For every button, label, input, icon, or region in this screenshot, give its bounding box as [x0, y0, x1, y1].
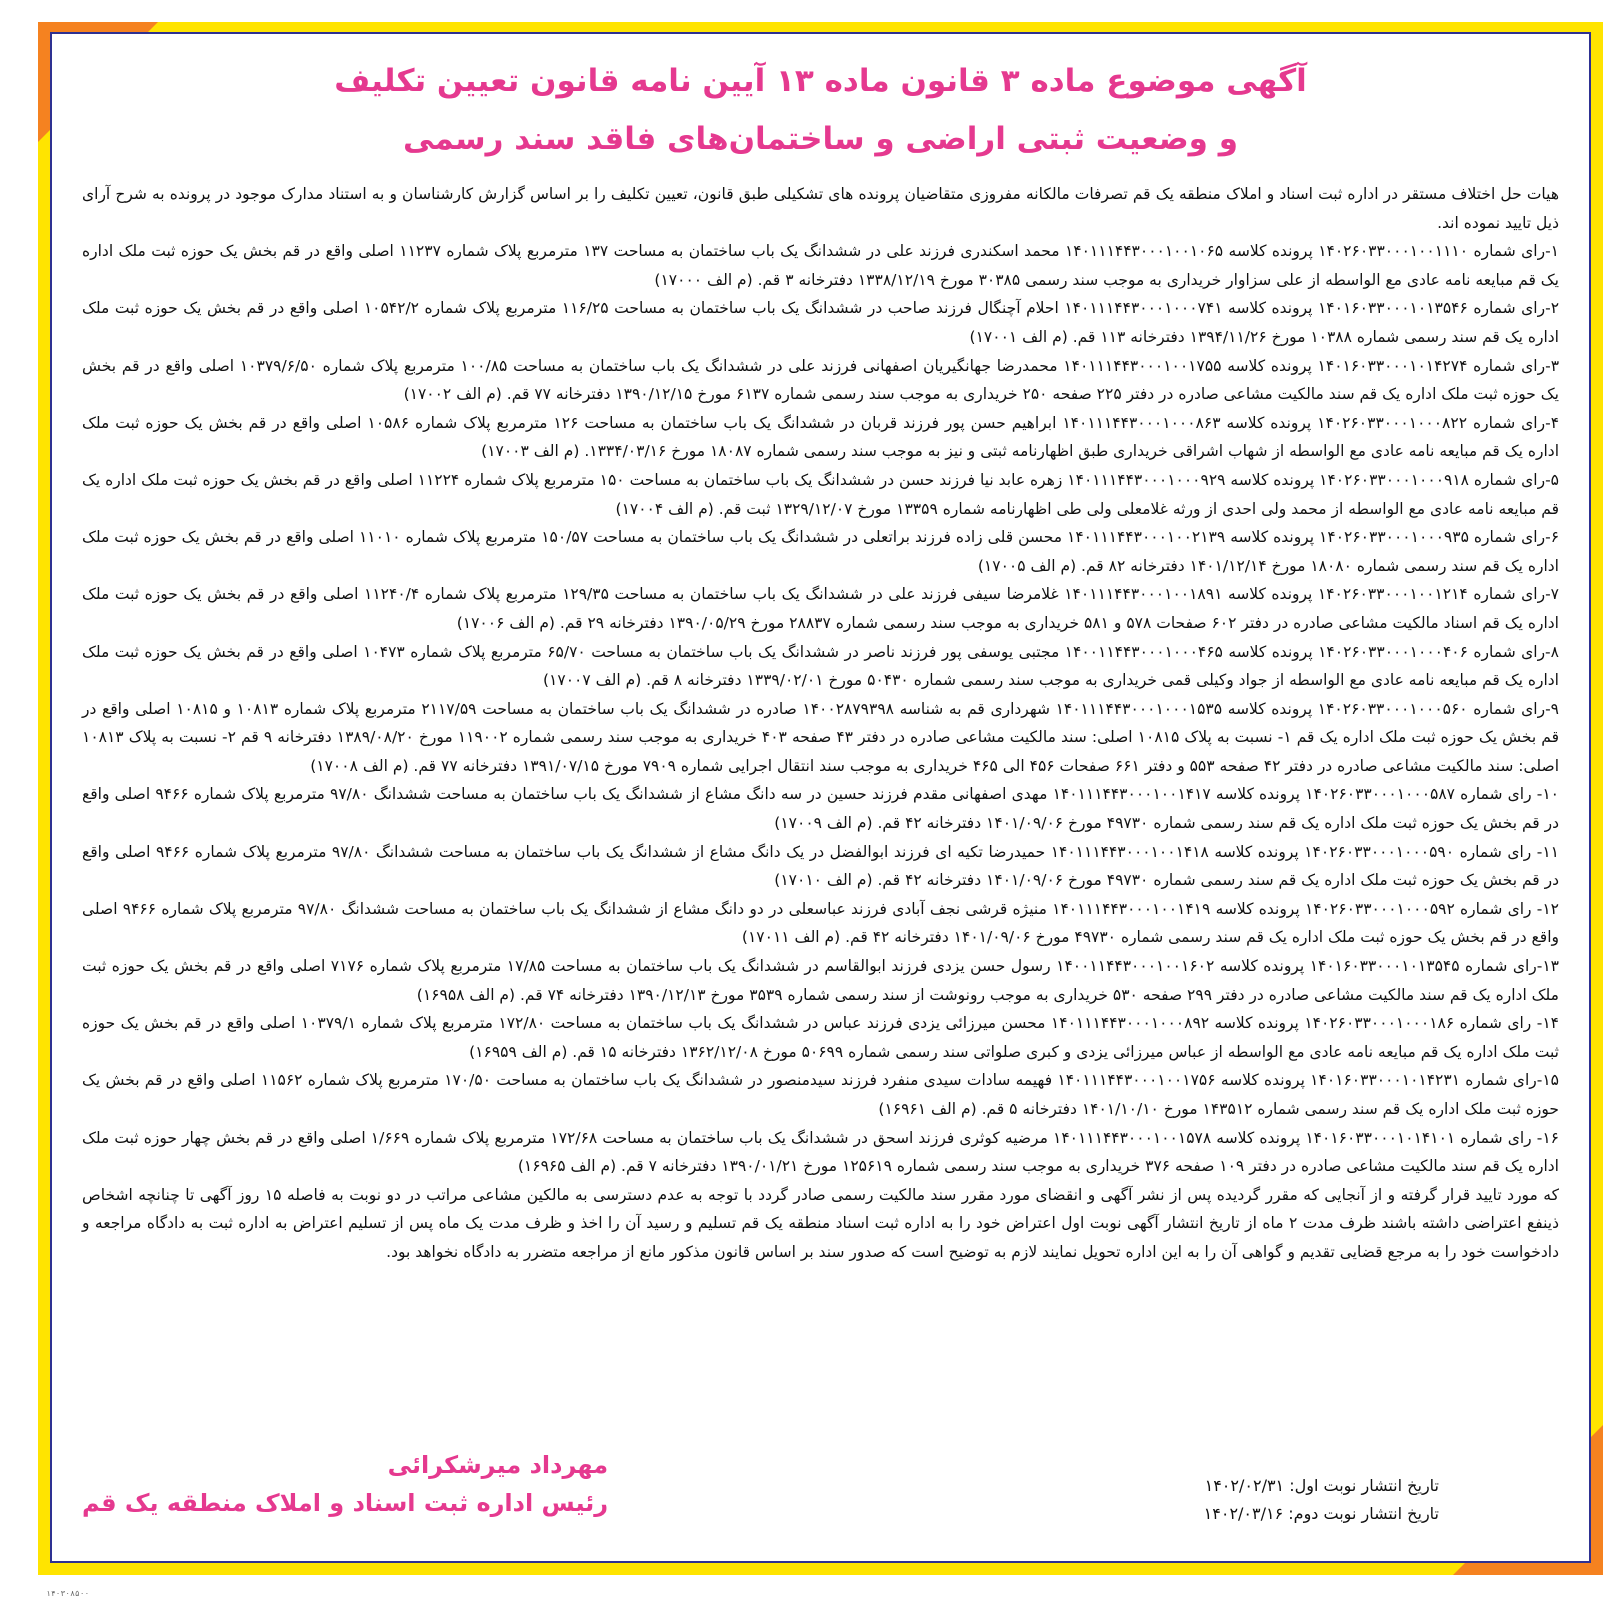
ad-code: ۱۴۰۳۰۸۵۰۰	[46, 1589, 90, 1598]
ruling-item: ۱۵-رای شماره ۱۴۰۱۶۰۳۳۰۰۰۱۰۱۴۲۳۱ پرونده کلاسه ۱۴۰۱۱۱۴۴۳۰۰۰۱۰۰۱۷۵۶ فهیمه سادات سیدی منفرد فرزند سیدمنصور در ششدانگ یک باب ساختمان به مساحت ۱۷۰/۵۰ مترمربع پلاک شماره ۱۱۵۶۲ اصلی واقع در قم بخش یک حوزه ثبت ملک اداره یک قم سند رسمی شماره ۱۴۳۵۱۲ مورخ ۱۴۰۱/۱۰/۱۰ دفترخانه ۵ قم. (م الف ۱۶۹۶۱)	[82, 1071, 1559, 1118]
ruling-item: ۱۱- رای شماره ۱۴۰۲۶۰۳۳۰۰۰۱۰۰۰۵۹۰ پرونده کلاسه ۱۴۰۱۱۱۴۴۳۰۰۰۱۰۰۱۴۱۸ حمیدرضا تکیه ای فرزند ابوالفضل در یک دانگ مشاع از ششدانگ یک باب ساختمان به مساحت ششدانگ ۹۷/۸۰ مترمربع پلاک شماره ۹۴۶۶ اصلی واقع در قم بخش یک حوزه ثبت ملک اداره یک قم سند رسمی شماره ۴۹۷۳۰ مورخ ۱۴۰۱/۰۹/۰۶ دفترخانه ۴۲ قم. (م الف ۱۷۰۱۰)	[82, 842, 1559, 890]
ruling-item: ۶-رای شماره ۱۴۰۲۶۰۳۳۰۰۰۱۰۰۰۹۳۵ پرونده کلاسه ۱۴۰۱۱۱۴۴۳۰۰۰۱۰۰۲۱۳۹ محسن قلی زاده فرزند براتعلی در ششدانگ یک باب ساختمان به مساحت ۱۵۰/۵۷ مترمربع پلاک شماره ۱۱۰۱۰ اصلی واقع در قم بخش یک حوزه ثبت ملک اداره یک قم سند رسمی شماره ۱۸۰۸۰ مورخ ۱۴۰۱/۱۲/۱۴ دفترخانه ۸۲ قم. (م الف ۱۷۰۰۵)	[82, 528, 1560, 575]
closing-paragraph: که مورد تایید قرار گرفته و از آنجایی که مقرر گردیده پس از نشر آگهی و انقضای مورد مقرر سند مالکیت رسمی صادر گردد با توجه به عدم دسترسی به مالکین مشاعی مراتب در دو نوبت به فاصله ۱۵ روز آگهی تا چنانچه اشخاص ذینفع اعتراضی داشته باشند ظرف مدت ۲ ماه از تاریخ انتشار آگهی نوبت اول اعتراض خود را به اداره ثبت اسناد منطقه یک قم تسلیم و رسید آن را اخذ و ظرف مدت یک ماه پس از تسلیم اعتراض به اداره ثبت به دادگاه مراجعه و دادخواست خود را به مرجع قضایی تقدیم و گواهی آن را به این اداره تحویل نمایند لازم به توضیح است که صدور سند بر اساس قانون مذکور مانع از مراجعه متضرر به دادگاه نخواهد بود.	[82, 1185, 1559, 1261]
notice-text	[82, 180, 1559, 1267]
intro-paragraph: هیات حل اختلاف مستقر در اداره ثبت اسناد و املاک منطقه یک قم تصرفات مالکانه مفروزی متقاضیان پرونده های تشکیلی طبق قانون، تعیین تکلیف را بر اساس گزارش کارشناسان و به استناد مدارک موجود در پرونده به شرح آرای ذیل تایید نموده اند.	[82, 185, 1559, 232]
signature-block	[82, 1446, 608, 1522]
ruling-item: ۷-رای شماره ۱۴۰۲۶۰۳۳۰۰۰۱۰۰۱۲۱۴ پرونده کلاسه ۱۴۰۱۱۱۴۴۳۰۰۰۱۰۰۱۸۹۱ غلامرضا سیفی فرزند علی در ششدانگ یک باب ساختمان به مساحت ۱۲۹/۳۵ مترمربع پلاک شماره ۱۱۲۴۰/۴ اصلی واقع در قم بخش یک حوزه ثبت ملک اداره یک قم اسناد مالکیت مشاعی صادره در دفتر ۶۰۲ صفحات ۵۷۸ و ۵۸۱ خریداری به موجب سند رسمی شماره ۲۸۸۳۷ مورخ ۱۳۹۰/۰۵/۲۹ دفترخانه ۲۹ قم. (م الف ۱۷۰۰۶)	[82, 585, 1559, 632]
notice-body	[50, 32, 1591, 1563]
ruling-item: ۳-رای شماره ۱۴۰۱۶۰۳۳۰۰۰۱۰۱۴۲۷۴ پرونده کلاسه ۱۴۰۱۱۱۴۴۳۰۰۰۱۰۰۱۷۵۵ محمدرضا جهانگیریان اصفهانی فرزند علی در ششدانگ یک باب ساختمان به مساحت ۱۰۰/۸۵ مترمربع پلاک شماره ۱۰۳۷۹/۶/۵۰ اصلی واقع در قم بخش یک حوزه ثبت ملک اداره یک قم سند مالکیت مشاعی صادره در دفتر ۲۲۵ صفحه ۲۵۰ خریداری به موجب سند رسمی شماره ۶۱۳۷ مورخ ۱۳۹۰/۱۲/۱۵ دفترخانه ۷۷ قم. (م الف ۱۷۰۰۲)	[82, 356, 1560, 404]
publication-dates	[1204, 1472, 1439, 1528]
ruling-item: ۱۰- رای شماره ۱۴۰۲۶۰۳۳۰۰۰۱۰۰۰۵۸۷ پرونده کلاسه ۱۴۰۱۱۱۴۴۳۰۰۰۱۰۰۱۴۱۷ مهدی اصفهانی مقدم فرزند حسین در سه دانگ مشاع از ششدانگ یک باب ساختمان به مساحت ششدانگ ۹۷/۸۰ مترمربع پلاک شماره ۹۴۶۶ اصلی واقع در قم بخش یک حوزه ثبت ملک اداره یک قم سند رسمی شماره ۴۹۷۳۰ مورخ ۱۴۰۱/۰۹/۰۶ دفترخانه ۴۲ قم. (م الف ۱۷۰۰۹)	[82, 785, 1559, 833]
title-line-1: آگهی موضوع ماده ۳ قانون ماده ۱۳ آیین نامه قانون تعیین تکلیف	[334, 63, 1307, 99]
ruling-item: ۲-رای شماره ۱۴۰۱۶۰۳۳۰۰۰۱۰۱۳۵۴۶ پرونده کلاسه ۱۴۰۱۱۱۴۴۳۰۰۰۱۰۰۰۷۴۱ احلام آچنگال فرزند صاحب در ششدانگ یک باب ساختمان به مساحت ۱۱۶/۲۵ مترمربع پلاک شماره ۱۰۵۴۲/۲ اصلی واقع در قم بخش یک حوزه ثبت ملک اداره یک قم سند رسمی شماره ۱۰۳۸۸ مورخ ۱۳۹۴/۱۱/۲۶ دفترخانه ۱۱۳ قم. (م الف ۱۷۰۰۱)	[82, 299, 1560, 346]
notice-title	[72, 52, 1569, 168]
ruling-item: ۸-رای شماره ۱۴۰۲۶۰۳۳۰۰۰۱۰۰۰۴۰۶ پرونده کلاسه ۱۴۰۰۱۱۴۴۳۰۰۰۱۰۰۰۴۶۵ مجتبی یوسفی پور فرزند ناصر در ششدانگ یک باب ساختمان به مساحت ۶۵/۷۰ مترمربع پلاک شماره ۱۰۴۷۳ اصلی واقع در قم بخش یک حوزه ثبت ملک اداره یک قم مبایعه نامه عادی مع الواسطه از جواد وکیلی قمی خریداری به موجب سند رسمی شماره ۵۰۴۳۰ مورخ ۱۳۳۹/۰۲/۰۱ دفترخانه ۸ قم. (م الف ۱۷۰۰۷)	[82, 642, 1559, 690]
notice-frame	[38, 22, 1603, 1575]
publication-first-date: تاریخ انتشار نوبت اول: ۱۴۰۲/۰۲/۳۱	[1204, 1476, 1439, 1495]
ruling-item: ۱۳-رای شماره ۱۴۰۱۶۰۳۳۰۰۰۱۰۱۳۵۴۵ پرونده کلاسه ۱۴۰۰۱۱۴۴۳۰۰۰۱۰۰۱۶۰۲ رسول حسن یزدی فرزند ابوالقاسم در ششدانگ یک باب ساختمان به مساحت ۱۷/۸۵ مترمربع پلاک شماره ۷۱۷۶ اصلی واقع در قم بخش یک حوزه ثبت ملک اداره یک قم سند مالکیت مشاعی صادره در دفتر ۲۹۹ صفحه ۵۳۰ خریداری به موجب رونوشت از سند رسمی شماره ۳۵۳۹ مورخ ۱۳۹۰/۱۲/۱۳ دفترخانه ۷۴ قم. (م الف ۱۶۹۵۸)	[82, 957, 1560, 1004]
ruling-item: ۱۶- رای شماره ۱۴۰۱۶۰۳۳۰۰۰۱۰۱۴۱۰۱ پرونده کلاسه ۱۴۰۱۱۱۴۴۳۰۰۰۱۰۰۱۵۷۸ مرضیه کوثری فرزند اسحق در ششدانگ یک باب ساختمان به مساحت ۱۷۲/۶۸ مترمربع پلاک شماره ۱/۶۶۹ اصلی واقع در قم بخش چهار حوزه ثبت ملک اداره یک قم سند مالکیت مشاعی صادره در دفتر ۱۰۹ صفحه ۳۷۶ خریداری به موجب سند رسمی شماره ۱۲۵۶۱۹ مورخ ۱۳۹۰/۰۱/۲۱ دفترخانه ۷ قم. (م الف ۱۶۹۶۵)	[82, 1128, 1559, 1176]
ruling-item: ۱۲- رای شماره ۱۴۰۲۶۰۳۳۰۰۰۱۰۰۰۵۹۲ پرونده کلاسه ۱۴۰۱۱۱۴۴۳۰۰۰۱۰۰۱۴۱۹ منیژه قرشی نجف آبادی فرزند عباسعلی در دو دانگ مشاع از ششدانگ یک باب ساختمان به مساحت ششدانگ ۹۷/۸۰ مترمربع پلاک شماره ۹۴۶۶ اصلی واقع در قم بخش یک حوزه ثبت ملک اداره یک قم سند رسمی شماره ۴۹۷۳۰ مورخ ۱۴۰۱/۰۹/۰۶ دفترخانه ۴۲ قم. (م الف ۱۷۰۱۱)	[82, 899, 1559, 947]
ruling-item: ۹-رای شماره ۱۴۰۲۶۰۳۳۰۰۰۱۰۰۰۵۶۰ پرونده کلاسه ۱۴۰۱۱۱۴۴۳۰۰۰۱۰۰۰۱۵۳۵ شهرداری قم به شناسه ۱۴۰۰۲۸۷۹۳۹۸ صادره در ششدانگ یک باب ساختمان به مساحت ۲۱۱۷/۵۹ مترمربع پلاک شماره ۱۰۸۱۳ و ۱۰۸۱۵ اصلی واقع در قم بخش یک حوزه ثبت ملک اداره یک قم ۱- نسبت به پلاک ۱۰۸۱۵ اصلی: سند مالکیت مشاعی صادره در دفتر ۴۳ صفحه ۴۰۳ خریداری به موجب سند رسمی شماره ۱۱۹۰۰۲ مورخ ۱۳۸۹/۰۸/۲۰ دفترخانه ۹ قم ۲- نسبت به پلاک ۱۰۸۱۳ اصلی: سند مالکیت مشاعی صادره در دفتر ۴۲ صفحه ۵۵۳ و دفتر ۶۶۱ صفحات ۴۵۶ الی ۴۶۵ خریداری به موجب سند انتقال اجرایی شماره ۷۹۰۹ مورخ ۱۳۹۱/۰۷/۱۵ دفترخانه ۷۷ قم. (م الف ۱۷۰۰۸)	[82, 699, 1559, 775]
title-line-2: و وضعیت ثبتی اراضی و ساختمان‌های فاقد سند رسمی	[402, 121, 1239, 157]
ruling-item: ۴-رای شماره ۱۴۰۲۶۰۳۳۰۰۰۱۰۰۰۸۲۲ پرونده کلاسه ۱۴۰۱۱۱۴۴۳۰۰۰۱۰۰۰۸۶۳ ابراهیم حسن پور فرزند قربان در ششدانگ یک باب ساختمان به مساحت ۱۲۶ مترمربع پلاک شماره ۱۰۵۸۶ اصلی واقع در قم بخش یک حوزه ثبت ملک اداره یک قم مبایعه نامه عادی مع الواسطه از شهاب اشراقی خریداری طبق اظهارنامه ثبتی و نیز به موجب سند رسمی شماره ۱۸۰۸۷ مورخ ۱۳۳۴/۰۳/۱۶. (م الف ۱۷۰۰۳)	[82, 413, 1560, 461]
ruling-item: ۱-رای شماره ۱۴۰۲۶۰۳۳۰۰۰۱۰۰۱۱۱۰ پرونده کلاسه ۱۴۰۱۱۱۴۴۳۰۰۰۱۰۰۱۰۶۵ محمد اسکندری فرزند علی در ششدانگ یک باب ساختمان به مساحت ۱۳۷ مترمربع پلاک شماره ۱۱۲۳۷ اصلی واقع در قم بخش یک حوزه ثبت ملک اداره یک قم مبایعه نامه عادی مع الواسطه از علی سزاوار خریداری به موجب سند رسمی ۳۰۳۸۵ مورخ ۱۳۳۸/۱۲/۱۹ دفترخانه ۳ قم. (م الف ۱۷۰۰۰)	[82, 242, 1559, 289]
publication-second-date: تاریخ انتشار نوبت دوم: ۱۴۰۲/۰۳/۱۶	[1203, 1504, 1439, 1523]
signatory-name: مهرداد میرشکرائی	[387, 1451, 609, 1479]
ruling-item: ۱۴- رای شماره ۱۴۰۲۶۰۳۳۰۰۰۱۰۰۰۱۸۶ پرونده کلاسه ۱۴۰۱۱۱۴۴۳۰۰۰۱۰۰۰۸۹۲ محسن میرزائی یزدی فرزند عباس در ششدانگ یک باب ساختمان به مساحت ۱۷۲/۸۰ مترمربع پلاک شماره ۱۰۳۷۹/۱ اصلی واقع در قم بخش یک حوزه ثبت ملک اداره یک قم مبایعه نامه عادی مع الواسطه از عباس میرزائی یزدی و کبری صلواتی سند رسمی شماره ۵۰۶۹۹ مورخ ۱۳۶۲/۱۲/۰۸ دفترخانه ۱۵ قم. (م الف ۱۶۹۵۹)	[82, 1014, 1559, 1061]
signatory-role: رئیس اداره ثبت اسناد و املاک منطقه یک قم	[82, 1489, 609, 1517]
ruling-item: ۵-رای شماره ۱۴۰۲۶۰۳۳۰۰۰۱۰۰۰۹۱۸ پرونده کلاسه ۱۴۰۱۱۱۴۴۳۰۰۰۱۰۰۰۹۲۹ زهره عابد نیا فرزند حسن در ششدانگ یک باب ساختمان به مساحت ۱۵۰ مترمربع پلاک شماره ۱۱۲۲۴ اصلی واقع در قم بخش یک حوزه ثبت ملک اداره یک قم مبایعه نامه عادی مع الواسطه از محمد ولی احدی از ورثه غلامعلی ولی طی اظهارنامه شماره ۱۳۳۵۹ مورخ ۱۳۲۹/۱۲/۰۷ ثبت قم. (م الف ۱۷۰۰۴)	[82, 470, 1559, 518]
